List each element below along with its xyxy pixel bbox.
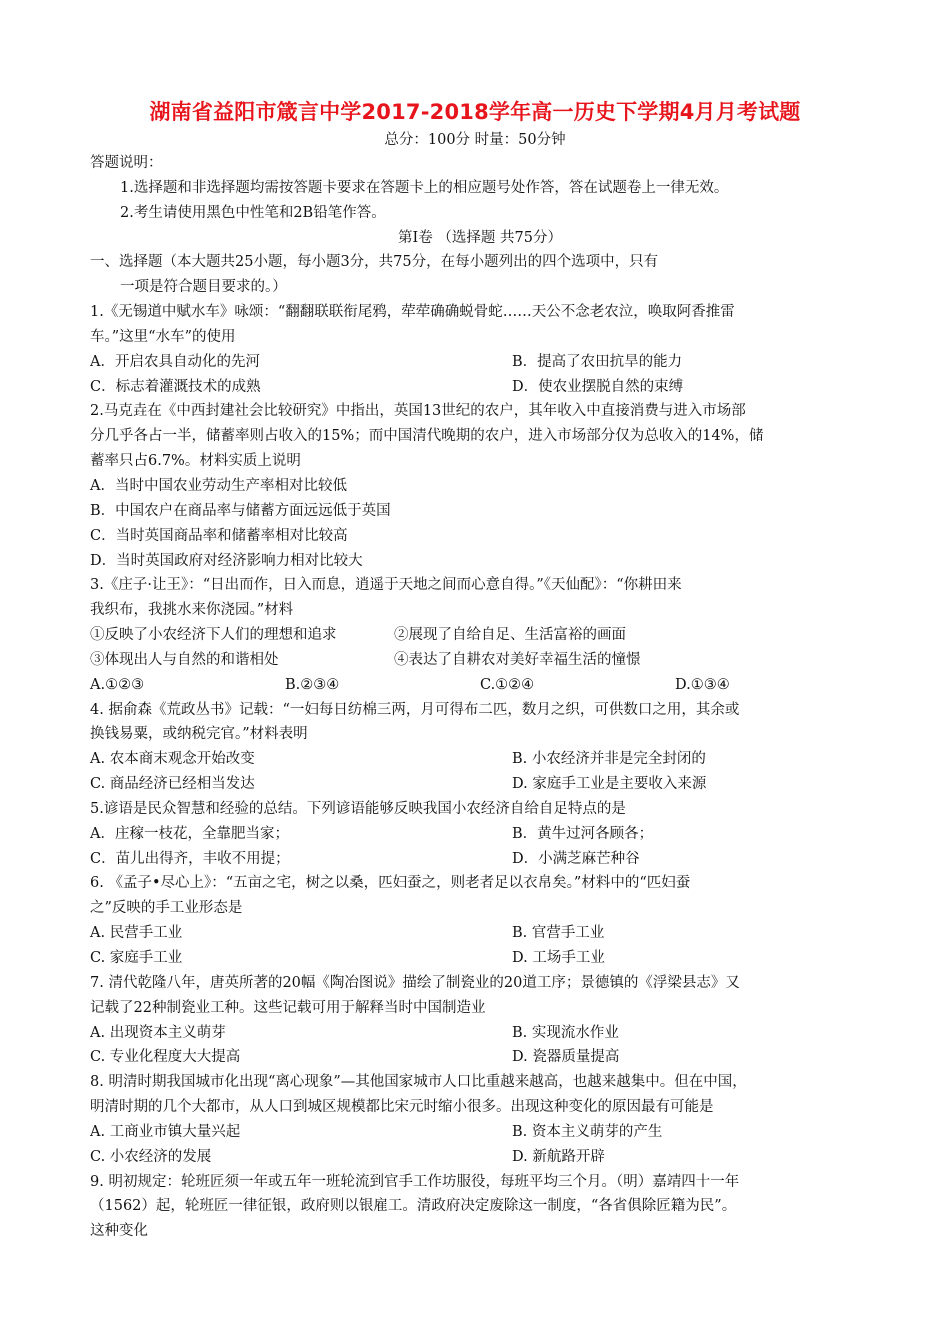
instruction-item: 2.考生请使用黑色中性笔和2B铅笔作答。 [120,204,386,221]
question-stem: （1562）起，轮班匠一律征银，政府则以银雇工。清政府决定废除这一制度，“各省俱除匠籍为民”。 [90,1198,737,1215]
option-c: C．标志着灌溉技术的成熟 [90,378,261,395]
question-1 [90,300,870,399]
question-2 [90,399,870,573]
question-stem: 车。”这里“水车”的使用 [90,328,236,345]
statement-4: ④表达了自耕农对美好幸福生活的憧憬 [394,651,641,668]
statement-3: ③体现出人与自然的和谐相处 [90,651,279,668]
question-stem: 明清时期的几个大都市，从人口到城区规模都比宋元时缩小很多。出现这种变化的原因最有可能是 [90,1099,714,1116]
option-d: D．小满芝麻芒种谷 [512,850,640,867]
question-stem: 9. 明初规定：轮班匠须一年或五年一班轮流到官手工作坊服役，每班平均三个月。（明）嘉靖四十一年 [90,1173,740,1190]
options-row [90,1021,870,1046]
option-d: D. 工场手工业 [512,950,605,966]
section-title: 第Ⅰ卷 （选择题 共75分） [398,229,562,246]
exam-content [90,151,870,1244]
option-d: D.①③④ [675,676,730,693]
option-a: A. 民营手工业 [90,925,183,942]
option-c: C. 家庭手工业 [90,950,183,966]
section-intro: 一、选择题（本大题共25小题，每小题3分，共75分，在每小题列出的四个选项中，只有 [90,254,659,271]
page-title: 湖南省益阳市箴言中学2017-2018学年高一历史下学期4月月考试题 [149,100,801,124]
option-b: B.②③④ [285,676,340,693]
option-a: A.①②③ [90,676,145,693]
option-b: B. 实现流水作业 [512,1024,619,1041]
option-b: B. 官营手工业 [512,925,605,942]
question-3 [90,573,870,697]
section-intro-continued: 一项是符合题目要求的。） [120,279,287,296]
options-row [90,1145,870,1170]
instruction-item: 1.选择题和非选择题均需按答题卡要求在答题卡上的相应题号处作答，答在试题卷上一律无效。 [120,179,729,196]
option-a: A．当时中国农业劳动生产率相对比较低 [90,477,347,494]
question-stem: 5.谚语是民众智慧和经验的总结。下列谚语能够反映我国小农经济自给自足特点的是 [90,800,626,817]
option-d: D. 新航路开辟 [512,1148,605,1165]
option-d: D．当时英国政府对经济影响力相对比较大 [90,552,363,569]
question-stem: 我织布，我挑水来你浇园。”材料 [90,602,294,619]
option-d: D．使农业摆脱自然的束缚 [512,378,684,395]
question-stem: 4. 据俞森《荒政丛书》记载：“一妇每日纺棉三两，月可得布二匹，数月之织，可供数口之用，其余或 [90,701,740,718]
question-stem: 分几乎各占一半，储蓄率则占收入的15%；而中国清代晚期的农户，进入市场部分仅为总收入的14%，储 [90,428,764,445]
options-row [90,747,870,772]
question-5 [90,797,870,872]
option-d: D. 瓷器质量提高 [512,1049,620,1066]
options-row [90,847,870,872]
option-a: A．庄稼一枝花，全靠肥当家； [90,825,289,842]
option-c: C．苗儿出得齐，丰收不用提； [90,850,290,867]
option-c: C. 专业化程度大大提高 [90,1049,241,1066]
options-row [90,350,870,375]
options-row [90,946,870,971]
option-c: C.①②④ [480,676,535,693]
option-a: A. 工商业市镇大量兴起 [90,1123,241,1140]
options-row [90,375,870,400]
question-9 [90,1170,870,1245]
question-stem: 6. 《孟子•尽心上》：“五亩之宅，树之以桑，匹妇蚕之，则老者足以衣帛矣。”材料中的“匹妇蚕 [90,875,691,892]
question-stem: 1.《无锡道中赋水车》咏颂：“翻翻联联衔尾鸦，荦荦确确蜕骨蛇……天公不念老农泣，唤取阿香推雷 [90,304,735,321]
option-b: B．黄牛过河各顾各； [512,825,654,842]
statements-row [90,648,870,673]
question-stem: 2.马克垚在《中西封建社会比较研究》中指出，英国13世纪的农户，其年收入中直接消费与进入市场部 [90,403,746,420]
option-c: C. 商品经济已经相当发达 [90,776,255,793]
options-row [90,1045,870,1070]
question-stem: 8. 明清时期我国城市化出现“离心现象”—其他国家城市人口比重越来越高，也越来越集中。但在中国， [90,1074,747,1091]
option-b: B. 资本主义萌芽的产生 [512,1123,663,1140]
option-a: A．开启农具自动化的先河 [90,353,260,370]
option-c: C．当时英国商品率和储蓄率相对比较高 [90,527,348,544]
options-row [90,772,870,797]
question-4 [90,698,870,797]
options-row [90,921,870,946]
options-row [90,1120,870,1145]
question-stem: 7. 清代乾隆八年，唐英所著的20幅《陶冶图说》描绘了制瓷业的20道工序；景德镇的《浮梁县志》又 [90,974,740,991]
question-8 [90,1070,870,1169]
instructions-heading: 答题说明： [90,155,163,171]
question-stem: 换钱易粟，或纳税完官。”材料表明 [90,726,308,743]
option-c: C. 小农经济的发展 [90,1148,212,1165]
question-stem: 之”反映的手工业形态是 [90,900,243,917]
question-6 [90,871,870,970]
statements-row [90,623,870,648]
question-7 [90,971,870,1070]
question-stem: 这种变化 [90,1223,148,1240]
question-stem: 蓄率只占6.7%。材料实质上说明 [90,453,301,470]
statement-1: ①反映了小农经济下人们的理想和追求 [90,627,337,644]
exam-info: 总分：100分 时量：50分钟 [384,132,566,148]
options-row [90,822,870,847]
option-b: B．提高了农田抗旱的能力 [512,353,683,370]
statement-2: ②展现了自给自足、生活富裕的画面 [394,627,626,644]
options-row [90,673,870,698]
option-a: A. 出现资本主义萌芽 [90,1024,226,1041]
option-a: A. 农本商末观念开始改变 [90,751,255,768]
option-d: D. 家庭手工业是主要收入来源 [512,776,707,793]
question-stem: 3.《庄子·让王》：“日出而作，日入而息，逍遥于天地之间而心意自得。”《天仙配》：“你耕田来 [90,577,682,594]
option-b: B．中国农户在商品率与储蓄方面远远低于英国 [90,502,391,519]
question-stem: 记载了22种制瓷业工种。这些记载可用于解释当时中国制造业 [90,999,486,1016]
option-b: B. 小农经济并非是完全封闭的 [512,751,706,768]
